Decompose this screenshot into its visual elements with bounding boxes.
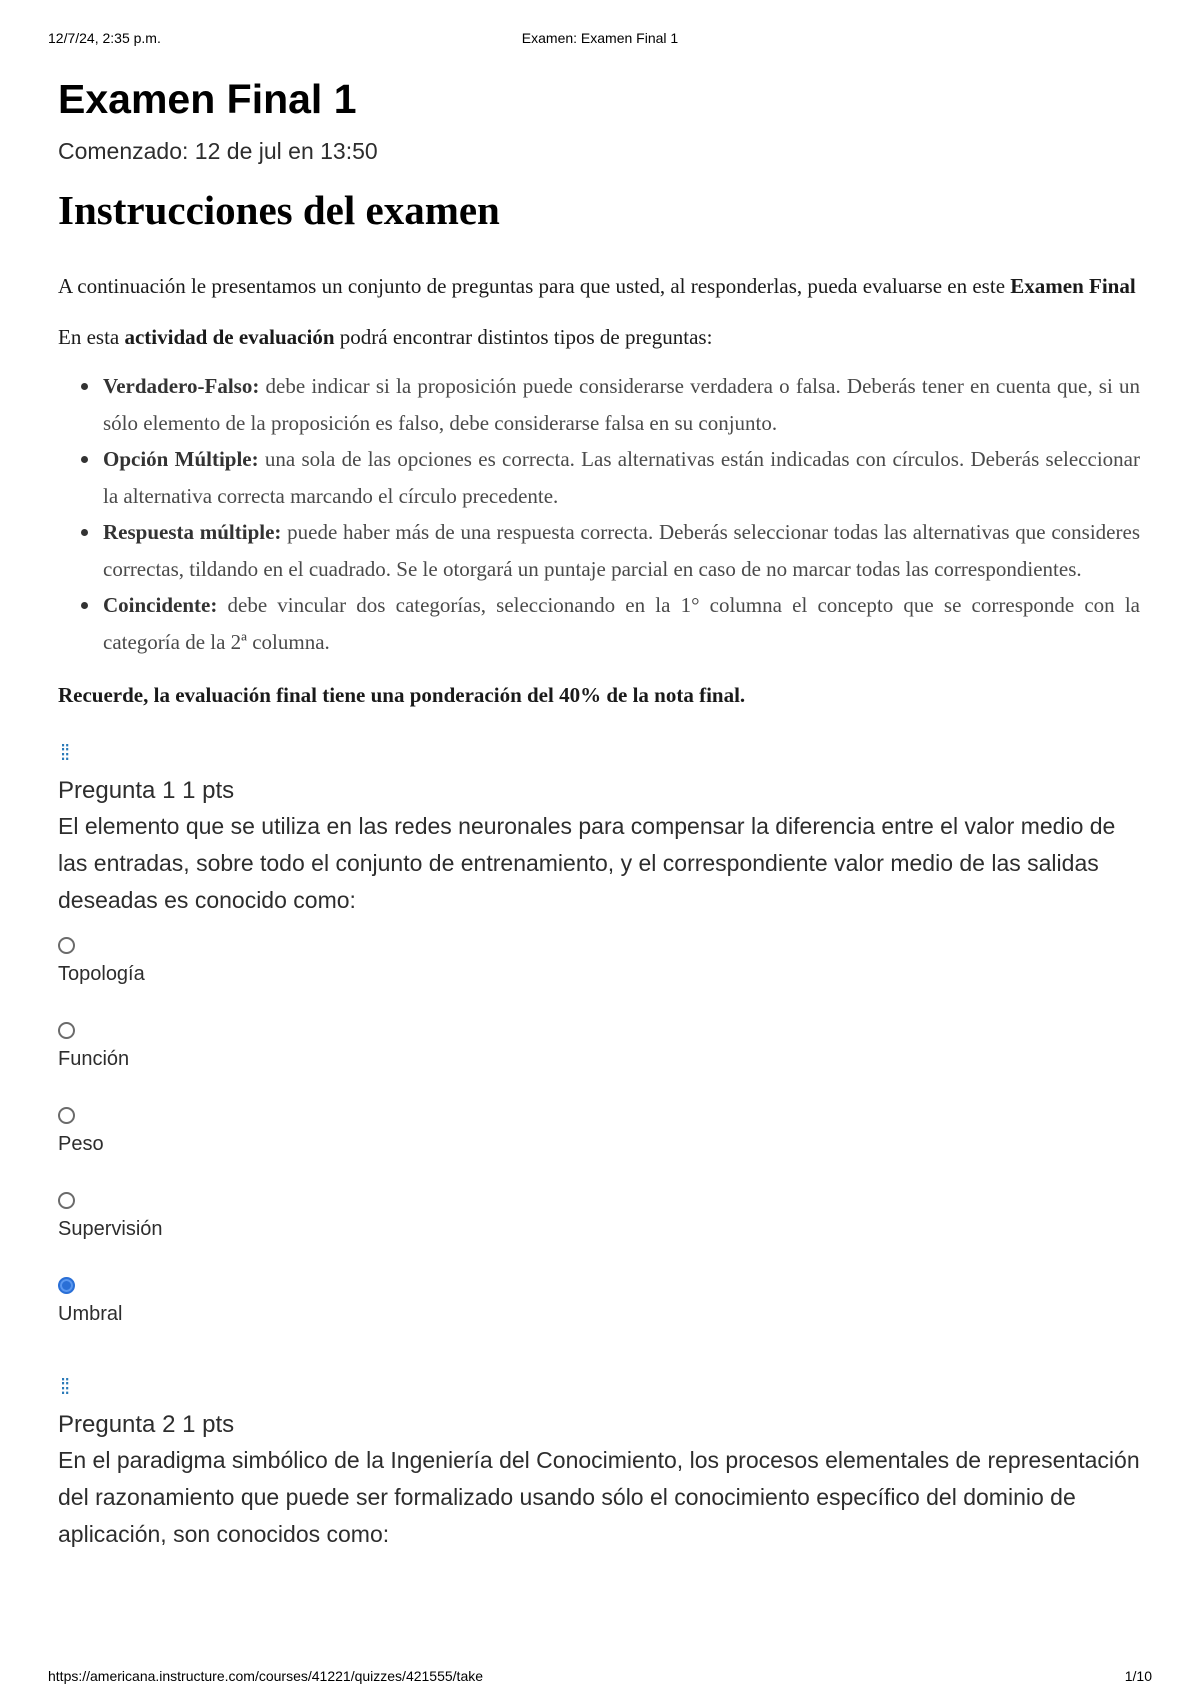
print-header [48,30,1152,50]
question-type-term: Coincidente: [103,593,218,617]
print-page-title: Examen: Examen Final 1 [521,30,679,46]
question-type-desc: puede haber más de una respuesta correcta. Deberás seleccionar todas las alternativas que consideres correctas, tildando en el cuadrado. Se le otorgará un puntaje parcial en caso de no marcar todas las correspondientes. [103,520,1140,581]
answer-option[interactable] [58,925,1140,1010]
answer-list [58,925,1140,1350]
drag-handle-icon[interactable]: ⁞⁞ [60,740,69,765]
question-type-desc: debe vincular dos categorías, seleccionando en la 1° columna el concepto que se corresponde con la categoría de la 2ª columna. [103,593,1140,654]
instructions-p2-bold: actividad de evaluación [124,325,335,349]
question-text: El elemento que se utiliza en las redes neuronales para compensar la diferencia entre el valor medio de las entradas, sobre todo el conjunto de entrenamiento, y el correspondiente valor medio de las salidas deseadas es conocido como: [58,813,1116,913]
instructions-p1-text: A continuación le presentamos un conjunto de preguntas para que usted, al responderlas, pueda evaluarse en este [58,274,1011,298]
drag-handle-icon[interactable]: ⁞⁞ [60,1374,69,1399]
question-type-term: Respuesta múltiple: [103,520,282,544]
answer-option-selected[interactable] [58,1265,1140,1350]
question-text: En el paradigma simbólico de la Ingeniería del Conocimiento, los procesos elementales de representación del razonamiento que puede ser formalizado usando sólo el conocimiento específico del dominio de aplicación, son conocidos como: [58,1447,1140,1547]
answer-option[interactable] [58,1010,1140,1095]
answer-option[interactable] [58,1180,1140,1265]
answer-label[interactable]: Supervisión [58,1218,163,1240]
question-type-item [103,441,1140,514]
print-url: https://americana.instructure.com/courses/41221/quizzes/421555/take [48,1668,484,1684]
question-type-item [103,368,1140,441]
answer-label[interactable]: Peso [58,1133,104,1155]
answer-label[interactable]: Función [58,1048,130,1070]
instructions-paragraph-1 [58,268,1140,305]
question-type-term: Opción Múltiple: [103,447,259,471]
instructions-p2-post: podrá encontrar distintos tipos de preguntas: [334,325,713,349]
instructions-p2-pre: En esta [58,325,125,349]
quiz-title: Examen Final 1 [58,76,357,122]
quiz-content [58,74,1140,1553]
quiz-started-time: Comenzado: 12 de jul en 13:50 [58,138,378,164]
question-type-desc: una sola de las opciones es correcta. Las alternativas están indicadas con círculos. Deberás seleccionar la alternativa correcta marcando el círculo precedente. [103,447,1140,508]
radio-unchecked-icon[interactable] [58,1022,75,1039]
radio-unchecked-icon[interactable] [58,937,75,954]
answer-option[interactable] [58,1095,1140,1180]
instructions-paragraph-2 [58,319,1140,356]
answer-label[interactable]: Topología [58,963,145,985]
print-footer [48,1668,1152,1688]
answer-label[interactable]: Umbral [58,1303,123,1325]
evaluation-reminder: Recuerde, la evaluación final tiene una ponderación del 40% de la nota final. [58,683,746,707]
radio-checked-icon[interactable] [58,1277,75,1294]
question-type-item [103,587,1140,660]
print-page-number: 1/10 [1124,1668,1152,1684]
instructions-title: Instrucciones del examen [58,187,500,233]
question-type-desc: debe indicar si la proposición puede considerarse verdadera o falsa. Deberás tener en cuenta que, si un sólo elemento de la proposición es falso, debe considerarse falsa en su conjunto. [103,374,1140,435]
instructions-p1-bold: Examen Final [1010,274,1136,298]
print-date: 12/7/24, 2:35 p.m. [48,30,161,46]
question-1 [58,742,1140,1350]
radio-unchecked-icon[interactable] [58,1192,75,1209]
question-type-item [103,514,1140,587]
question-header: Pregunta 1 1 pts [58,777,235,804]
radio-unchecked-icon[interactable] [58,1107,75,1124]
question-2 [58,1376,1140,1553]
question-header: Pregunta 2 1 pts [58,1411,235,1438]
question-types-list [58,368,1140,660]
question-type-term: Verdadero-Falso: [103,374,260,398]
